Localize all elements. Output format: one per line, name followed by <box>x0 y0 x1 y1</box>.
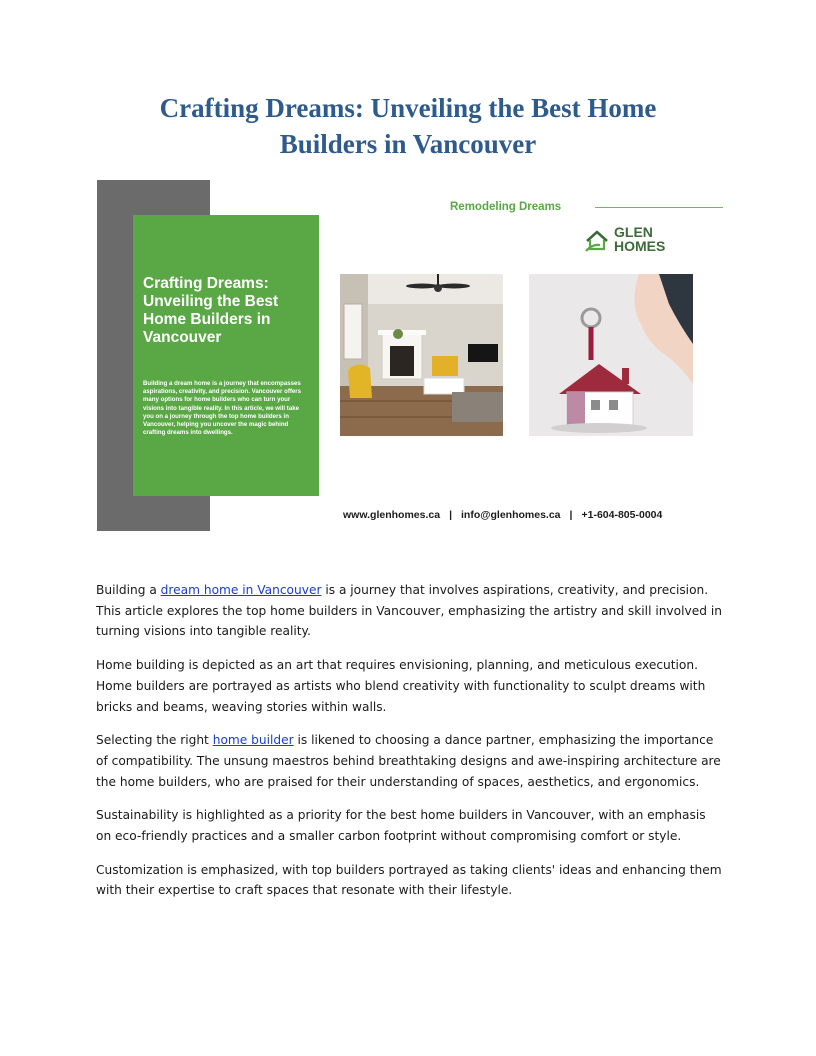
banner-green-body: Building a dream home is a journey that encompasses aspirations, creativity, and precision. Vancouver offers many options for home builders who can turn your visions into tangible reality. In this article, we will take you on a journey through the top home builders in Vancouver, helping you uncover the magic behind crafting dreams into dwellings. <box>143 380 302 437</box>
paragraph-1-text-b: is a journey that involves aspirations, creativity, and precision. This article explores the top home builders in Vancouver, emphasizing the artistry and skill involved in turning visions into tangible reality. <box>96 583 722 639</box>
article-body <box>96 580 722 914</box>
banner-image <box>97 180 723 531</box>
paragraph-4: Sustainability is highlighted as a priority for the best home builders in Vancouver, with an emphasis on eco-friendly practices and a smaller carbon footprint without compromising comfort or style. <box>96 808 706 844</box>
contact-separator: | <box>569 509 573 521</box>
paragraph-5: Customization is emphasized, with top builders portrayed as taking clients' ideas and enhancing them with their expertise to craft spaces that resonate with their lifestyle. <box>96 862 722 898</box>
living-room-illustration <box>340 274 503 436</box>
logo-line2: HOMES <box>614 238 666 254</box>
banner-tagline: Remodeling Dreams <box>450 201 562 213</box>
page-title-line1: Crafting Dreams: Unveiling the Best Home <box>159 93 657 124</box>
contact-separator: | <box>449 509 453 521</box>
banner-phone: +1-604-805-0004 <box>581 509 663 521</box>
paragraph-1-text-a: Building a <box>96 583 161 597</box>
glen-homes-logo <box>584 225 679 253</box>
paragraph-1 <box>96 580 722 642</box>
paragraph-2: Home building is depicted as an art that requires envisioning, planning, and meticulous execution. Home builders are portrayed as artists who blend creativity with functionality to sculpt dreams with bricks and beams, weaving stories within walls. <box>96 658 706 714</box>
home-builder-link[interactable]: home builder <box>212 733 294 748</box>
dream-home-link[interactable]: dream home in Vancouver <box>160 583 322 597</box>
page-title-line2: Builders in Vancouver <box>279 129 537 160</box>
logo-line1: GLEN <box>614 224 653 240</box>
living-room-photo <box>340 274 503 436</box>
house-key-photo <box>529 274 693 436</box>
banner-green-title-line: Vancouver <box>143 329 222 346</box>
banner-email: info@glenhomes.ca <box>461 509 561 521</box>
paragraph-3 <box>96 730 722 792</box>
banner-green-title <box>143 275 309 347</box>
banner-green-panel <box>133 215 319 496</box>
banner-website: www.glenhomes.ca <box>343 509 441 521</box>
house-key-illustration <box>529 274 693 436</box>
house-key-logo-icon <box>584 227 610 253</box>
banner-green-title-line: Crafting Dreams: <box>143 275 269 292</box>
banner-green-title-line: Home Builders in <box>143 311 271 328</box>
banner-contact-line <box>343 509 662 521</box>
banner-tagline-rule <box>595 207 723 208</box>
paragraph-3-text-b: is likened to choosing a dance partner, emphasizing the importance of compatibility. The unsung maestros behind breathtaking designs and awe-inspiring architecture are the home builders, who are praised for their understanding of spaces, aesthetics, and ergonomics. <box>96 733 721 789</box>
paragraph-3-text-a: Selecting the right <box>96 733 213 748</box>
logo-wordmark <box>614 225 665 253</box>
page-title <box>0 90 816 162</box>
banner-green-title-line: Unveiling the Best <box>143 293 279 310</box>
